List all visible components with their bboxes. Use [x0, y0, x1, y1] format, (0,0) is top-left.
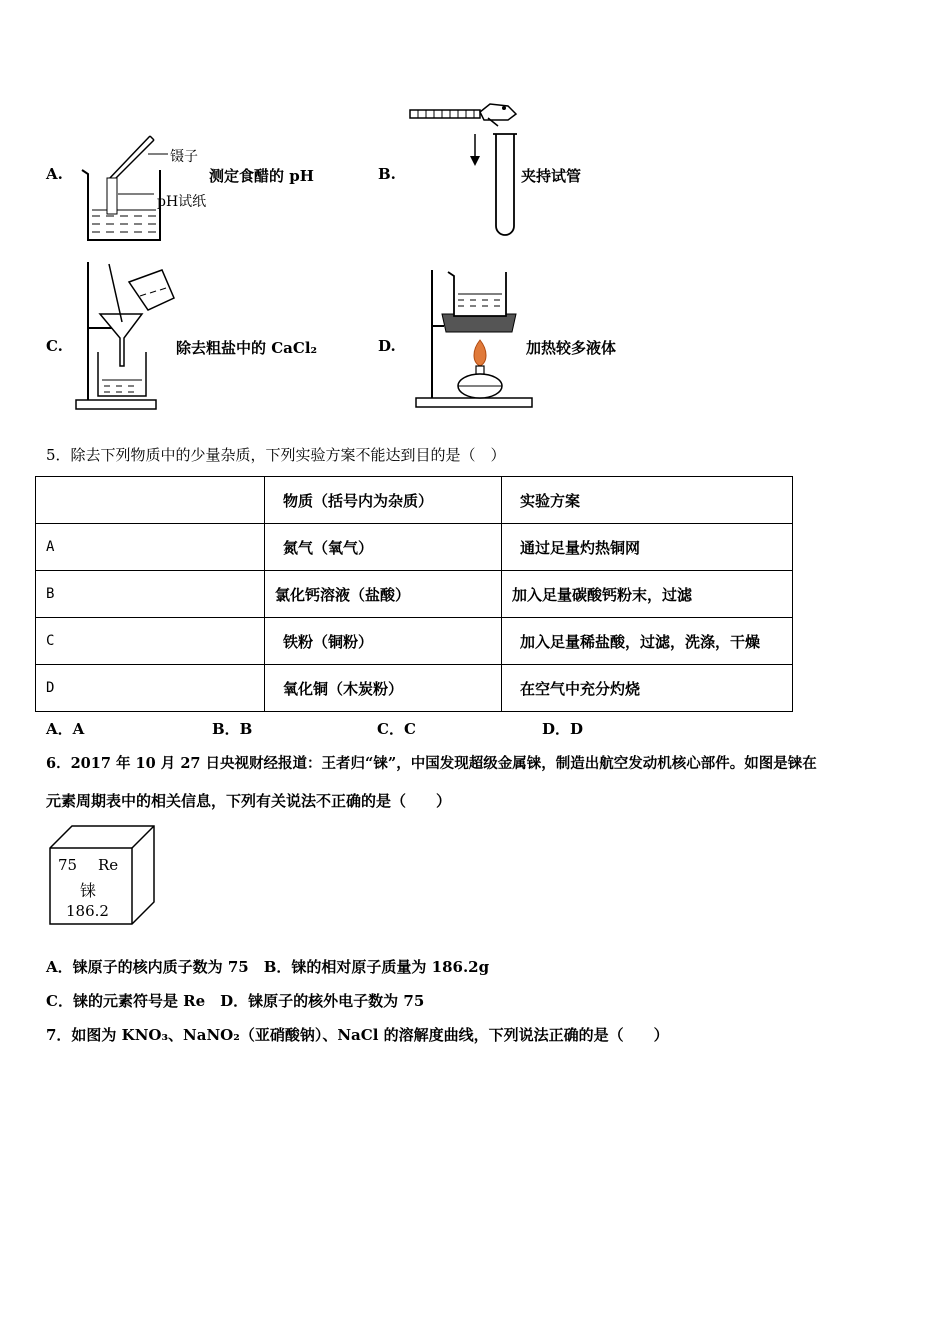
- filtration-illustration: [74, 262, 174, 412]
- option-d-letter: D.: [378, 337, 396, 355]
- q6-stem-line1: 6．2017 年 10 月 27 日央视财经报道：王者归“铼”，中国发现超级金属铼，制造出航空发动机核心部件。如图是铼在: [46, 755, 817, 772]
- option-a-letter: A.: [46, 165, 63, 183]
- q5-table: [35, 476, 793, 712]
- tweezers-label: 镊子: [170, 149, 198, 165]
- table-header-cell: 实验方案: [502, 477, 793, 524]
- q5-choice-b: B．B: [212, 720, 253, 738]
- option-c-letter: C.: [46, 337, 63, 355]
- element-name: 铼: [80, 881, 97, 900]
- q6-options-line2: C．铼的元素符号是 Re D．铼原子的核外电子数为 75: [46, 992, 425, 1010]
- element-number: 75: [58, 856, 78, 874]
- option-d-text: 加热较多液体: [526, 339, 617, 357]
- option-a-text: 测定食醋的 pH: [209, 167, 314, 185]
- q5-choice-c: C．C: [377, 720, 416, 738]
- test-tube-holder-illustration: [408, 100, 520, 242]
- table-header-cell: [36, 477, 265, 524]
- q5-stem: 5．除去下列物质中的少量杂质，下列实验方案不能达到目的是（ ）: [46, 446, 506, 464]
- heating-illustration: [414, 268, 534, 410]
- option-b-letter: B.: [378, 165, 396, 183]
- table-row: [36, 665, 793, 712]
- table-row: [36, 618, 793, 665]
- q5-choice-d: D．D: [542, 720, 584, 738]
- q7-stem: 7．如图为 KNO₃、NaNO₂（亚硝酸钠）、NaCl 的溶解度曲线，下列说法正确的是（ ）: [46, 1026, 669, 1044]
- element-symbol: Re: [98, 856, 119, 874]
- table-cell: 氧化铜（木炭粉）: [265, 665, 502, 712]
- element-mass: 186.2: [66, 902, 109, 920]
- option-c-text: 除去粗盐中的 CaCl₂: [176, 339, 318, 357]
- table-cell: 氯化钙溶液（盐酸）: [265, 571, 502, 618]
- ph-paper-label: pH试纸: [157, 194, 207, 210]
- table-cell: 加入足量碳酸钙粉末，过滤: [502, 571, 793, 618]
- table-row: [36, 524, 793, 571]
- table-cell: B: [36, 571, 265, 618]
- table-cell: A: [36, 524, 265, 571]
- option-b-text: 夹持试管: [521, 167, 582, 185]
- table-cell: D: [36, 665, 265, 712]
- table-cell: 加入足量稀盐酸，过滤，洗涤，干燥: [502, 618, 793, 665]
- table-cell: 通过足量灼热铜网: [502, 524, 793, 571]
- table-row: [36, 571, 793, 618]
- table-header-cell: 物质（括号内为杂质）: [265, 477, 502, 524]
- table-cell: 在空气中充分灼烧: [502, 665, 793, 712]
- q6-options-line1: A．铼原子的核内质子数为 75 B．铼的相对原子质量为 186.2g: [46, 958, 490, 976]
- table-header-row: [36, 477, 793, 524]
- table-cell: 氮气（氧气）: [265, 524, 502, 571]
- table-cell: 铁粉（铜粉）: [265, 618, 502, 665]
- q6-stem-line2: 元素周期表中的相关信息，下列有关说法不正确的是（ ）: [46, 792, 452, 810]
- table-cell: C: [36, 618, 265, 665]
- q5-choice-a: A．A: [46, 720, 85, 738]
